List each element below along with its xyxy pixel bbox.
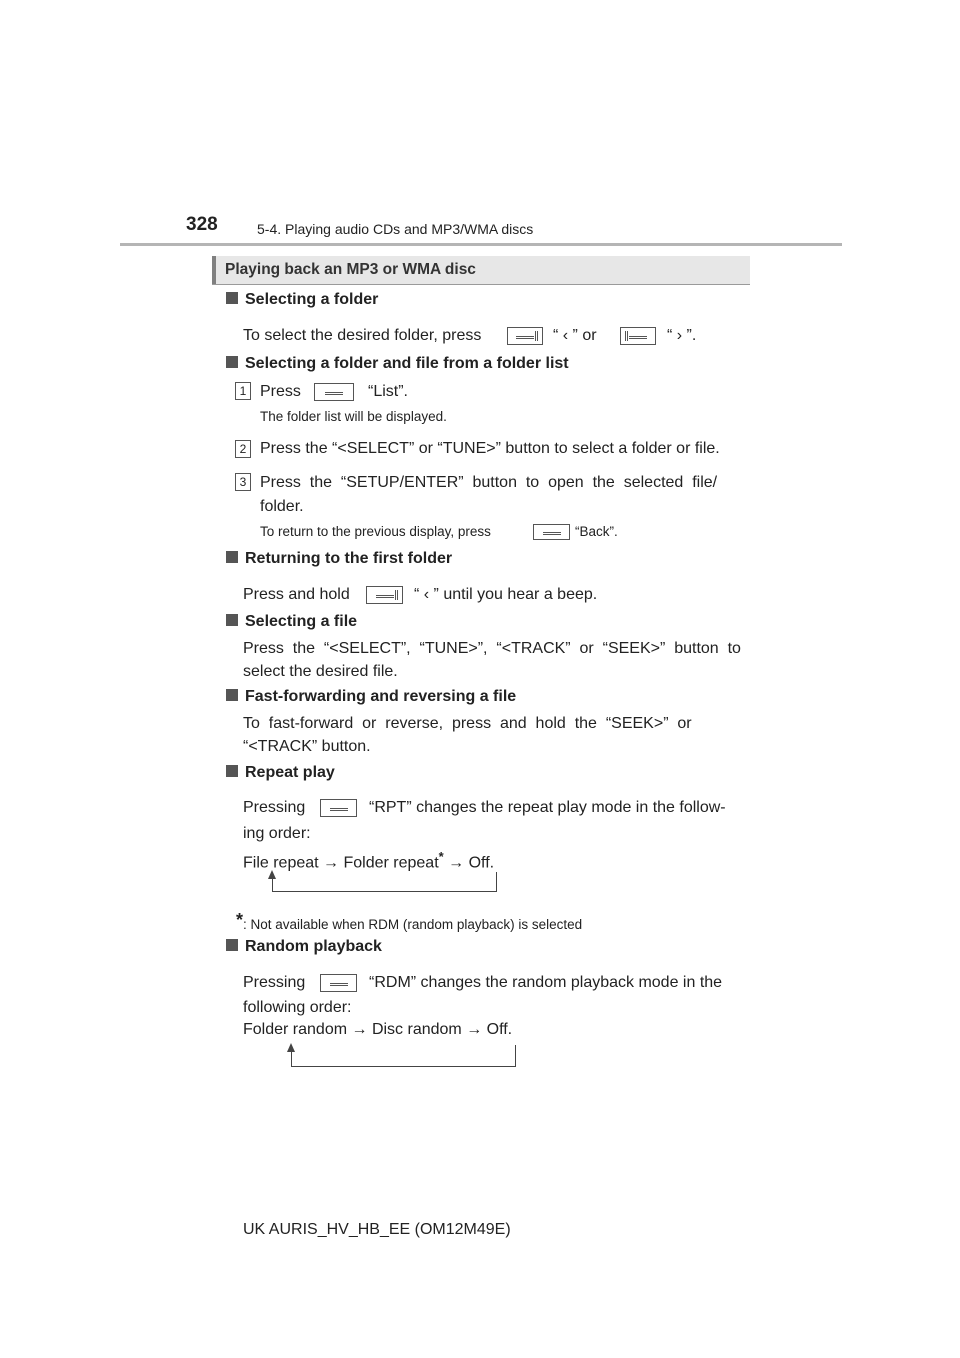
heading-selecting-file	[226, 613, 357, 631]
footer-model-code: UK AURIS_HV_HB_EE (OM12M49E)	[243, 1221, 511, 1238]
heading-text: Random playback	[245, 938, 382, 955]
seek-up-button-icon	[620, 327, 656, 345]
heading-text: Returning to the first folder	[245, 550, 453, 567]
first-folder-text-a: Press and hold	[243, 586, 350, 603]
heading-text: Selecting a folder and file from a folder list	[245, 355, 569, 372]
step-1-note: The folder list will be displayed.	[260, 409, 447, 424]
repeat-text-a: Pressing	[243, 799, 306, 816]
repeat-loop-stem	[272, 878, 273, 891]
square-bullet-icon	[226, 292, 238, 304]
step-3-note-b: “Back”.	[575, 524, 618, 539]
random-line-2: following order:	[243, 999, 352, 1016]
repeat-line-2: ing order:	[243, 825, 311, 842]
repeat-order	[243, 845, 494, 875]
heading-text: Repeat play	[245, 764, 335, 781]
random-loop-stem	[291, 1051, 292, 1066]
section-title-bar	[212, 256, 216, 284]
up-arrow-icon	[287, 1043, 295, 1052]
section-title-box	[212, 256, 750, 285]
heading-text: Selecting a folder	[245, 291, 379, 308]
heading-fast-forward	[226, 688, 516, 706]
step-3-line-1: Press the “SETUP/ENTER” button to open the selected file/	[260, 474, 718, 491]
footnote-star: *	[438, 849, 444, 864]
random-order: Folder random → Disc random → Off.	[243, 1021, 513, 1038]
square-bullet-icon	[226, 689, 238, 701]
fast-forward-line-1: To fast-forward or reverse, press and hold the “SEEK>” or	[243, 715, 692, 732]
square-bullet-icon	[226, 939, 238, 951]
folder-prev-symbol: “ ‹ ” or	[553, 327, 597, 344]
preset-button-icon	[314, 383, 354, 401]
heading-text: Selecting a file	[245, 613, 358, 630]
random-loop-arrow	[291, 1045, 516, 1067]
step-2-badge: 2	[235, 440, 251, 458]
square-bullet-icon	[226, 614, 238, 626]
random-text-b: “RDM” changes the random playback mode in the	[369, 974, 723, 991]
selecting-file-line-1: Press the “<SELECT”, “TUNE>”, “<TRACK” or “SEEK>” button to	[243, 640, 741, 657]
seek-down-button-icon	[507, 327, 543, 345]
repeat-order-b: → Off.	[443, 854, 495, 872]
heading-repeat-play	[226, 764, 335, 782]
page-number: 328	[186, 214, 218, 235]
section-breadcrumb: 5-4. Playing audio CDs and MP3/WMA discs	[257, 221, 534, 237]
folder-next-symbol: “ › ”.	[667, 327, 697, 344]
repeat-order-a: File repeat → Folder repeat	[243, 854, 439, 872]
fast-forward-line-2: “<TRACK” button.	[243, 738, 371, 755]
preset-button-icon	[320, 974, 357, 992]
square-bullet-icon	[226, 551, 238, 563]
square-bullet-icon	[226, 356, 238, 368]
step-3-line-2: folder.	[260, 498, 304, 515]
header-rule	[120, 243, 842, 246]
seek-down-button-icon	[366, 586, 403, 604]
square-bullet-icon	[226, 765, 238, 777]
first-folder-text-b: “ ‹ ” until you hear a beep.	[414, 586, 598, 603]
preset-button-icon	[320, 799, 357, 817]
selecting-file-line-2: select the desired file.	[243, 663, 398, 680]
section-title: Playing back an MP3 or WMA disc	[225, 261, 476, 278]
step-1-text-b: “List”.	[368, 383, 408, 400]
repeat-footnote	[236, 910, 582, 932]
footnote-text: : Not available when RDM (random playback) is selected	[243, 917, 583, 932]
step-3-badge: 3	[235, 473, 251, 491]
repeat-loop-arrow	[272, 872, 497, 892]
step-1-badge: 1	[235, 382, 251, 400]
heading-random-playback	[226, 938, 382, 956]
step-2-text: Press the “<SELECT” or “TUNE>” button to select a folder or file.	[260, 440, 720, 457]
preset-button-icon	[533, 524, 570, 540]
selecting-folder-text: To select the desired folder, press	[243, 327, 482, 344]
step-1-text-a: Press	[260, 383, 301, 400]
heading-folder-list	[226, 355, 569, 373]
up-arrow-icon	[268, 870, 276, 879]
step-3-note-a: To return to the previous display, press	[260, 524, 491, 539]
repeat-text-b: “RPT” changes the repeat play mode in the follow-	[369, 799, 726, 816]
random-text-a: Pressing	[243, 974, 306, 991]
footnote-star: *	[236, 910, 244, 930]
heading-selecting-folder	[226, 291, 378, 309]
heading-first-folder	[226, 550, 452, 568]
heading-text: Fast-forwarding and reversing a file	[245, 688, 517, 705]
